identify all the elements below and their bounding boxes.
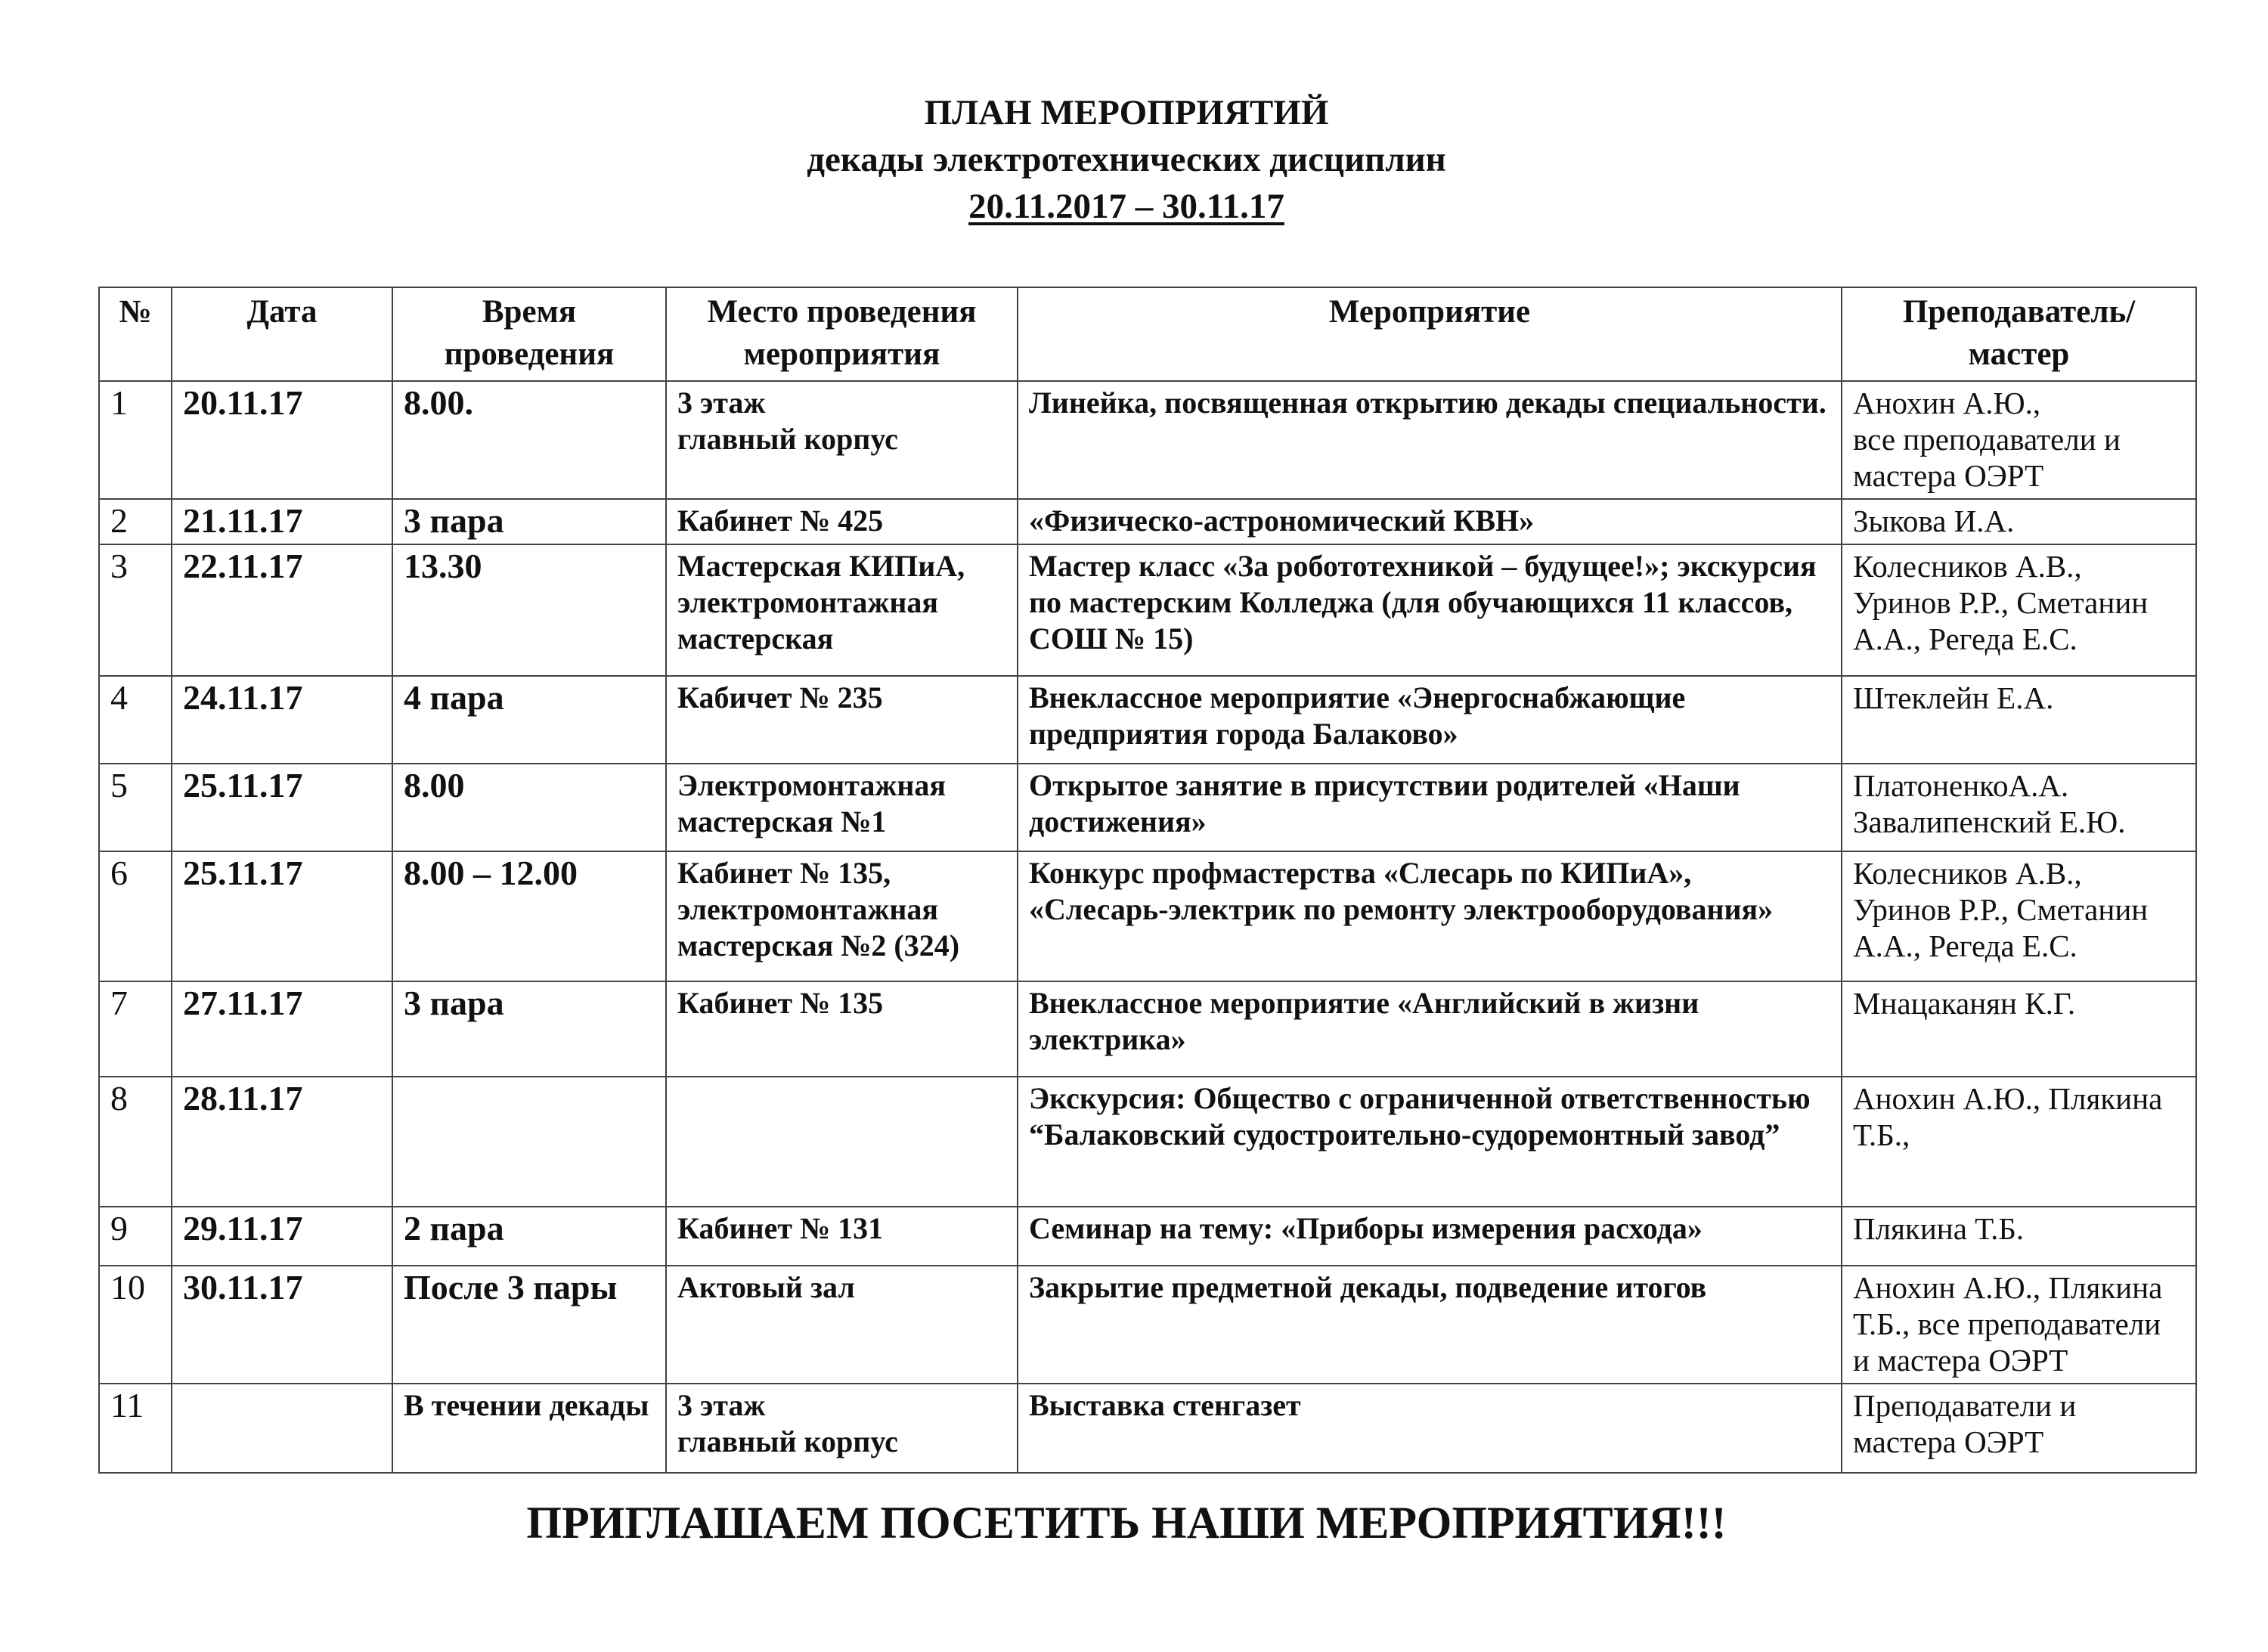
row-event: Экскурсия: Общество с ограниченной ответственностью “Балаковский судостроительно-судоремонтный завод”: [1018, 1077, 1842, 1207]
row-time: В течении декады: [392, 1384, 666, 1473]
row-place: 3 этаж главный корпус: [666, 1384, 1018, 1473]
document-dates: 20.11.2017 – 30.11.17: [968, 187, 1284, 226]
column-header-place: Место проведения мероприятия: [666, 287, 1018, 381]
table-row: [99, 499, 2196, 544]
row-date: 22.11.17: [172, 544, 392, 676]
row-place: Кабинет № 131: [666, 1207, 1018, 1266]
row-time: [392, 1077, 666, 1207]
column-header-event: Мероприятие: [1018, 287, 1842, 381]
row-number: 11: [99, 1384, 172, 1473]
row-number: 9: [99, 1207, 172, 1266]
invitation-text: ПРИГЛАШАЕМ ПОСЕТИТЬ НАШИ МЕРОПРИЯТИЯ!!!: [526, 1498, 1727, 1548]
row-event: «Физическо-астрономический КВН»: [1018, 499, 1842, 544]
row-place: Электромонтажная мастерская №1: [666, 764, 1018, 851]
row-teacher: Преподаватели и мастера ОЭРТ: [1842, 1384, 2196, 1473]
row-date: 24.11.17: [172, 676, 392, 764]
row-date: 20.11.17: [172, 381, 392, 499]
table-header-row: [99, 287, 2196, 381]
row-teacher: Штеклейн Е.А.: [1842, 676, 2196, 764]
row-date: 30.11.17: [172, 1266, 392, 1384]
row-time: После 3 пары: [392, 1266, 666, 1384]
row-date: [172, 1384, 392, 1473]
row-place: 3 этаж главный корпус: [666, 381, 1018, 499]
row-date: 21.11.17: [172, 499, 392, 544]
row-date: 27.11.17: [172, 981, 392, 1077]
row-date: 29.11.17: [172, 1207, 392, 1266]
events-table: [98, 287, 2197, 1474]
row-place: Кабичет № 235: [666, 676, 1018, 764]
row-time: 3 пара: [392, 499, 666, 544]
table-row: [99, 676, 2196, 764]
column-header-time: Время проведения: [392, 287, 666, 381]
table-row: [99, 981, 2196, 1077]
row-time: 8.00.: [392, 381, 666, 499]
row-time: 2 пара: [392, 1207, 666, 1266]
title-block: [0, 89, 2253, 230]
row-event: Семинар на тему: «Приборы измерения расхода»: [1018, 1207, 1842, 1266]
row-number: 8: [99, 1077, 172, 1207]
document-subtitle: декады электротехнических дисциплин: [807, 140, 1446, 179]
row-number: 5: [99, 764, 172, 851]
row-place: Кабинет № 135, электромонтажная мастерская №2 (324): [666, 851, 1018, 981]
row-number: 4: [99, 676, 172, 764]
row-teacher: Плякина Т.Б.: [1842, 1207, 2196, 1266]
row-teacher: ПлатоненкоА.А. Завалипенский Е.Ю.: [1842, 764, 2196, 851]
table-row: [99, 544, 2196, 676]
row-place: Мастерская КИПиА, электромонтажная мастерская: [666, 544, 1018, 676]
row-place: Актовый зал: [666, 1266, 1018, 1384]
row-place: Кабинет № 425: [666, 499, 1018, 544]
row-event: Мастер класс «За робототехникой – будущее!»; экскурсия по мастерским Колледжа (для обучающихся 11 классов, СОШ № 15): [1018, 544, 1842, 676]
row-time: 8.00 – 12.00: [392, 851, 666, 981]
table-row: [99, 381, 2196, 499]
table-row: [99, 1077, 2196, 1207]
row-date: 28.11.17: [172, 1077, 392, 1207]
row-teacher: Колесников А.В., Уринов Р.Р., Сметанин А.А., Регеда Е.С.: [1842, 851, 2196, 981]
table-row: [99, 764, 2196, 851]
row-teacher: Анохин А.Ю., все преподаватели и мастера ОЭРТ: [1842, 381, 2196, 499]
row-date: 25.11.17: [172, 764, 392, 851]
row-number: 7: [99, 981, 172, 1077]
column-header-number: №: [99, 287, 172, 381]
table-row: [99, 1207, 2196, 1266]
row-teacher: Мнацаканян К.Г.: [1842, 981, 2196, 1077]
row-teacher: Зыкова И.А.: [1842, 499, 2196, 544]
row-event: Линейка, посвященная открытию декады специальности.: [1018, 381, 1842, 499]
row-teacher: Анохин А.Ю., Плякина Т.Б.,: [1842, 1077, 2196, 1207]
row-event: Закрытие предметной декады, подведение итогов: [1018, 1266, 1842, 1384]
row-number: 1: [99, 381, 172, 499]
table-row: [99, 851, 2196, 981]
row-time: 4 пара: [392, 676, 666, 764]
table-row: [99, 1266, 2196, 1384]
row-event: Внеклассное мероприятие «Энергоснабжающие предприятия города Балаково»: [1018, 676, 1842, 764]
row-number: 2: [99, 499, 172, 544]
column-header-date: Дата: [172, 287, 392, 381]
column-header-teacher: Преподаватель/ мастер: [1842, 287, 2196, 381]
row-number: 10: [99, 1266, 172, 1384]
row-time: 3 пара: [392, 981, 666, 1077]
row-place: Кабинет № 135: [666, 981, 1018, 1077]
row-date: 25.11.17: [172, 851, 392, 981]
row-event: Внеклассное мероприятие «Английский в жизни электрика»: [1018, 981, 1842, 1077]
row-time: 8.00: [392, 764, 666, 851]
row-number: 3: [99, 544, 172, 676]
row-event: Выставка стенгазет: [1018, 1384, 1842, 1473]
row-event: Открытое занятие в присутствии родителей «Наши достижения»: [1018, 764, 1842, 851]
row-number: 6: [99, 851, 172, 981]
row-place: [666, 1077, 1018, 1207]
row-time: 13.30: [392, 544, 666, 676]
row-teacher: Анохин А.Ю., Плякина Т.Б., все преподаватели и мастера ОЭРТ: [1842, 1266, 2196, 1384]
document-title: ПЛАН МЕРОПРИЯТИЙ: [924, 93, 1329, 132]
table-row: [99, 1384, 2196, 1473]
row-event: Конкурс профмастерства «Слесарь по КИПиА», «Слесарь-электрик по ремонту электрооборудования»: [1018, 851, 1842, 981]
row-teacher: Колесников А.В., Уринов Р.Р., Сметанин А.А., Регеда Е.С.: [1842, 544, 2196, 676]
